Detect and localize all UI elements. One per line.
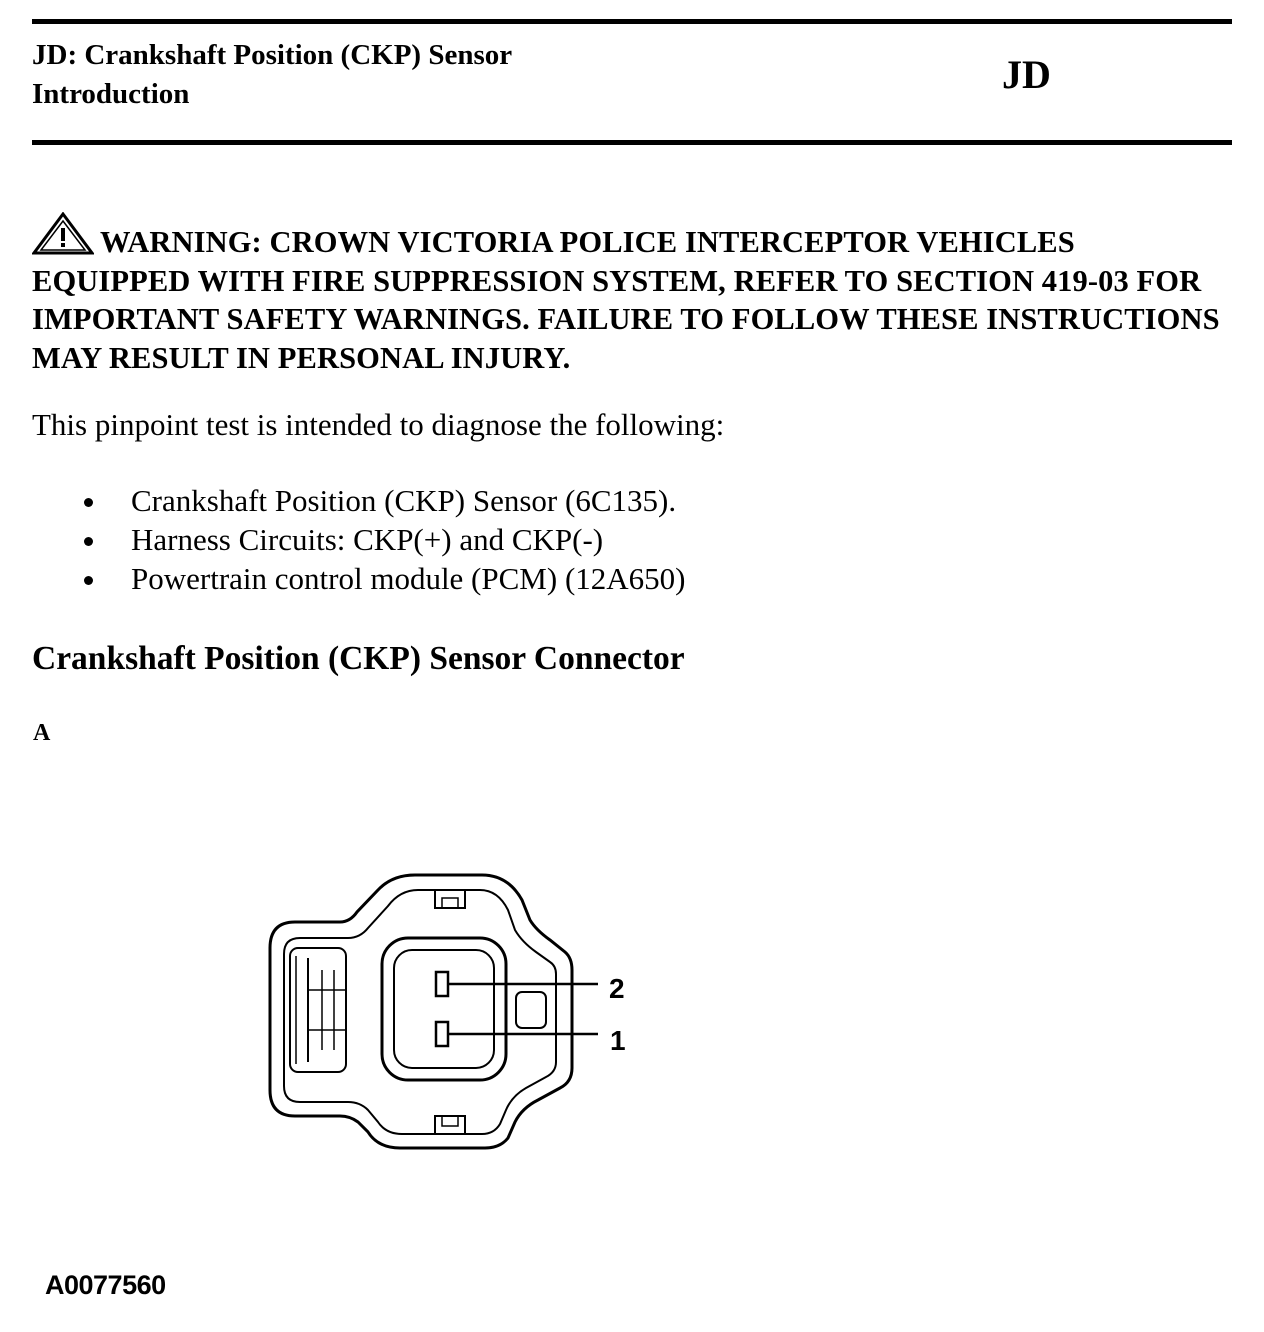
list-item-text: Harness Circuits: CKP(+) and CKP(-) bbox=[131, 522, 604, 557]
bullet-icon bbox=[84, 537, 93, 546]
list-item bbox=[0, 559, 685, 598]
bullet-icon bbox=[84, 498, 93, 507]
list-item bbox=[0, 481, 685, 520]
header-top-rule bbox=[32, 19, 1232, 24]
pin-cavity-outer bbox=[382, 938, 506, 1080]
warning-text: WARNING: CROWN VICTORIA POLICE INTERCEPTOR VEHICLES EQUIPPED WITH FIRE SUPPRESSION SYSTEM, REFER TO SECTION 419-03 FOR IMPORTANT SAFETY WARNINGS. FAILURE TO FOLLOW THESE INSTRUCTIONS MAY RESULT IN PERSONAL INJURY. bbox=[32, 225, 1220, 375]
section-letter: A bbox=[33, 720, 51, 746]
connector-side-tab bbox=[516, 992, 546, 1028]
connector-bottom-key bbox=[435, 1116, 465, 1134]
header-bottom-rule bbox=[32, 140, 1232, 145]
list-item-text: Powertrain control module (PCM) (12A650) bbox=[131, 561, 686, 596]
pin-1-label: 1 bbox=[610, 1025, 626, 1056]
section-code: JD bbox=[1002, 52, 1051, 97]
page-title bbox=[32, 36, 512, 114]
pin-1 bbox=[436, 1022, 448, 1046]
warning-triangle-icon bbox=[32, 212, 94, 256]
warning-block bbox=[32, 212, 1237, 377]
figure-id: A0077560 bbox=[45, 1270, 166, 1300]
list-item bbox=[0, 520, 685, 559]
connector-outer-housing bbox=[270, 875, 572, 1148]
connector-latch bbox=[290, 948, 346, 1072]
pin-cavity-inner bbox=[394, 950, 494, 1068]
section-heading: Crankshaft Position (CKP) Sensor Connector bbox=[32, 640, 685, 677]
pin-2 bbox=[436, 972, 448, 996]
intro-text: This pinpoint test is intended to diagnose the following: bbox=[32, 407, 725, 442]
bullet-icon bbox=[84, 576, 93, 585]
diagnose-list bbox=[0, 481, 685, 598]
title-line-1: JD: Crankshaft Position (CKP) Sensor bbox=[32, 39, 513, 71]
list-item-text: Crankshaft Position (CKP) Sensor (6C135). bbox=[131, 483, 677, 518]
title-line-2: Introduction bbox=[32, 78, 190, 110]
connector-diagram bbox=[260, 860, 660, 1160]
pin-2-label: 2 bbox=[609, 973, 625, 1004]
connector-top-key bbox=[435, 890, 465, 908]
